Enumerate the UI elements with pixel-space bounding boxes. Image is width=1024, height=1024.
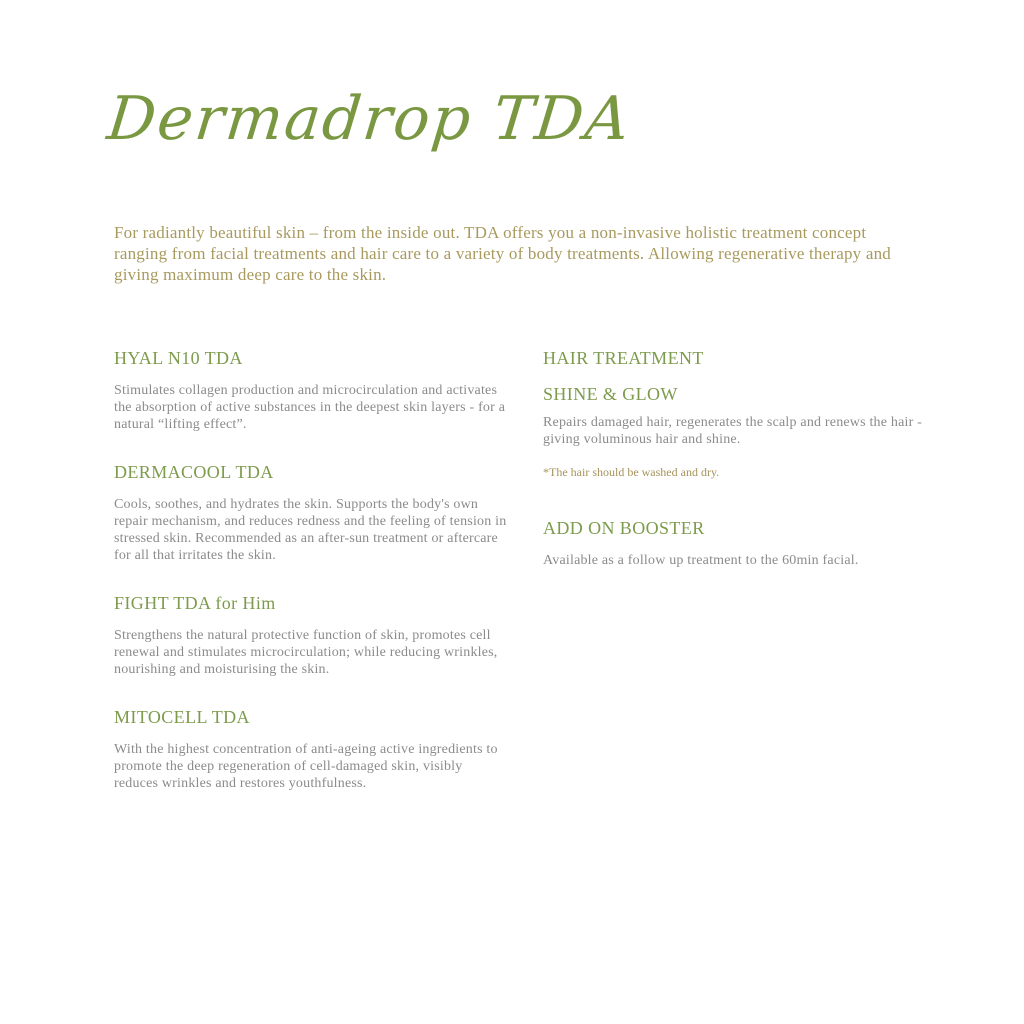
section-body: Available as a follow up treatment to the 60min facial.	[543, 553, 859, 568]
right-column	[543, 348, 935, 598]
section-body: Stimulates collagen production and microcirculation and activates the absorption of active substances in the deepest skin layers - for a natural “lifting effect”.	[114, 383, 506, 432]
section-heading: DERMACOOL TDA	[114, 462, 274, 482]
section-hyal-n10-tda	[114, 348, 510, 433]
section-heading: FIGHT TDA for Him	[114, 593, 276, 613]
intro-paragraph: For radiantly beautiful skin – from the inside out. TDA offers you a non-invasive holistic treatment concept ranging from facial treatments and hair care to a variety of body treatments. Allowing regenerative therapy and giving maximum deep care to the skin.	[114, 223, 891, 284]
left-column	[114, 348, 510, 821]
treatment-columns	[114, 348, 935, 821]
section-body: Repairs damaged hair, regenerates the scalp and renews the hair - giving voluminous hair and shine.	[543, 415, 922, 447]
section-body: With the highest concentration of anti-ageing active ingredients to promote the deep regeneration of cell-damaged skin, visibly reduces wrinkles and restores youthfulness.	[114, 742, 498, 791]
section-fight-tda-for-him	[114, 593, 510, 678]
section-heading: HYAL N10 TDA	[114, 348, 243, 368]
section-add-on-booster	[543, 518, 935, 569]
section-heading: SHINE & GLOW	[543, 384, 678, 404]
section-dermacool-tda	[114, 462, 510, 564]
section-heading: MITOCELL TDA	[114, 707, 250, 727]
section-mitocell-tda	[114, 707, 510, 792]
section-shine-and-glow	[543, 384, 935, 479]
section-heading: ADD ON BOOSTER	[543, 518, 705, 538]
section-body: Cools, soothes, and hydrates the skin. Supports the body's own repair mechanism, and reduces redness and the feeling of tension in stressed skin. Recommended as an after-sun treatment or aftercare for all that irritates the skin.	[114, 497, 507, 563]
section-footnote: *The hair should be washed and dry.	[543, 465, 720, 479]
page-title: Dermadrop TDA	[104, 84, 635, 154]
category-heading-hair-treatment: HAIR TREATMENT	[543, 348, 704, 368]
vertical-spacer	[543, 508, 935, 518]
section-body: Strengthens the natural protective function of skin, promotes cell renewal and stimulates microcirculation; while reducing wrinkles, nourishing and moisturising the skin.	[114, 628, 498, 677]
